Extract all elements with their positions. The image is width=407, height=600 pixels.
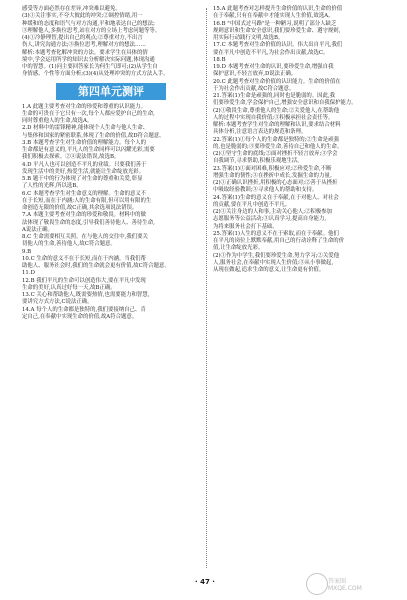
text-line: 21.答案(1)生命是顽强的,同时也是脆弱的。因此,我 [213,93,336,99]
text-line: 人的过程中实现自我价值;③积极承担社会责任等。 [213,114,334,121]
text-line: 25.答案(1)人生的意义不在于索取,而在于奉献。他们 [213,230,339,237]
text-line: 13.C 关心和帮助他人,既需要热情,也需要能力和智慧, [22,292,150,298]
text-line: ③理解他人,多换位思考,站在对方的立场上考虑问题等等。 [22,27,161,34]
text-line: 24.答案(1)生命的意义在于奉献,在于对他人、对社会 [213,194,339,201]
section-title: 第四单元测评 [56,83,166,100]
text-line: 境中,学会运用所学的知识去分析解决实际问题,体现沟通 [22,56,155,63]
text-line: 生命都是有意义的,平凡人的生命同样可以闪耀光彩,需要 [22,147,155,153]
text-line: 感受等方面必然存在差异,冲突难以避免。 [22,6,121,12]
text-line: 中的智慧。(1)问主要回答家长为何生气即可;(2)从学生自 [22,64,158,70]
text-line: 15.A 此题考查对怎样提升生命价值的认识,生命的价值 [213,6,343,12]
text-line: 10.C 生命的意义不在于长短,而在于内涵。当我们帮 [22,255,146,262]
text-line: 的贡献,要在平凡中创造不平凡。 [213,201,291,208]
text-line: 3.B 本题考查学生对生命价值的理解能力。每个人的 [22,139,147,146]
text-line: (2)①作为中学生,我们要珍爱生命,努力学习;②关爱他 [213,252,340,259]
text-line: 定自己,在奉献中实现生命的价值,故A符合题意。 [22,313,138,320]
text-line: 伤人,讲究沟通方法;③换位思考,理解对方的想法…… [22,42,146,49]
text-line: 自我调节,寻求帮助,积极乐观地生活。 [213,158,303,165]
text-line: 同时尊重他人的生命,故选A。 [22,118,93,124]
text-line: 为将来服务社会打下基础。 [213,223,278,230]
text-line: 1.A 此题主要考查对生命的珍爱和尊重的认识能力。 [22,103,146,110]
text-line: 我们积极去探索。②④说法错误,故选B。 [22,154,120,161]
text-line: 了人性的光辉,所以选B。 [22,183,82,190]
text-line: 人,服务社会,在奉献中实现人生价值;③从小事做起, [213,259,334,266]
watermark-line: MXQE.COM [328,585,362,592]
text-line: 与集体和国家的紧密联系,体现了生命的价值,故D符合题意。 [22,132,165,139]
text-line: 22.答案(1)①每个人的生命都是独特的;②生命是顽强 [213,136,339,143]
text-line: 志愿服务等公益活动;③认真学习,提高自身能力, [213,216,327,223]
text-line: (3)①关注事实,不夸大彼此的冲突;②调控情绪,用一 [22,13,143,20]
watermark-line: 答案圈 [328,578,347,585]
text-line: A说法正确。 [22,226,53,233]
text-line: 20.C 此题考查对生命价值的认识能力。生命的价值在 [213,78,341,85]
text-line: 用实际行动践行文明,故选B。 [213,35,284,41]
text-line: 从现在做起,追求生命的意义,让生命更有价值。 [213,267,325,273]
text-line: 18.B [213,56,226,63]
text-line: 要在平凡中创造不平凡,为社会作出贡献,故选C。 [213,49,329,56]
text-line: 23.答案(1)①面对困难,积极应对;②珍爱生命,不断 [213,165,332,172]
page-number: · 47 · [195,578,215,586]
text-line: 的,也是脆弱的;③要珍爱生命,善待自己和他人的生命。 [213,143,343,150]
text-line: 命创造无限的价值,故C正确,其余选项说法错误。 [22,205,138,211]
right-column [213,6,389,274]
text-line: 9.B [22,248,32,255]
text-line: 6.C 本题考查学生对生命意义的理解。生命的意义不 [22,190,147,197]
text-line: 14.A 每个人的生命都是独特的,我们要接纳自己、肯 [22,306,146,313]
text-line: 们要珍爱生命,学会保护自己,增强安全意识和自我保护能力。 [213,100,357,107]
left-column [22,6,200,321]
text-line: 值,让生命绽放光彩。 [213,245,264,252]
text-line: 规则意识和生命安全意识,我们要珍爱生命、遵守规则, [213,27,341,34]
text-line: (2)①正确认识挫折,用积极的心态面对;②善于从挫折 [213,180,338,186]
text-line: (2)①坚守生命的底线;②面对挫折不轻言放弃;③学会 [213,151,338,157]
text-line: 2.D 材料中的雷锋精神,能体现个人生命与他人生命、 [22,125,149,132]
text-line: 切他人的生命,善待他人,故C符合题意。 [22,241,116,248]
text-line: 17.C 本题考查对生命价值的认识。伟大出自平凡,我们 [213,42,343,49]
text-line: (4)①冷静理智,提出自己的观点;②尊重对方,不出言 [22,35,143,41]
watermark [328,578,362,592]
text-line: 在于奉献,只有在奉献中才能实现人生价值,故选A。 [213,13,334,20]
text-line: 解析:本题考查学生对生命的理解和认识,要求结合材料 [213,122,341,128]
text-line: 助他人、服务社会时,我们的生命就会更有价值,故C符合题意。 [22,263,170,269]
text-line: 生命的美好,认真过好每一天,故B正确。 [22,284,116,291]
text-line: 4.D 平凡人也可以创造不平凡的业绩。只要我们善于 [22,161,147,168]
text-line: 中吸取经验教训;③寻求他人的帮助和支持。 [213,187,318,194]
text-line: (2)①敬畏生命,尊重他人的生命;②关爱他人,在帮助他 [213,107,340,114]
text-line: 于为社会作出贡献,故C符合题意。 [213,85,295,92]
text-line: 在于长短,而在于内涵;人的生命有限,但可以用有限的生 [22,197,152,204]
text-line: 解析:本题考查化解冲突的方法。要求学生在具体的情 [22,49,148,56]
text-line: 增强生命的韧性;③在挫折中成长,发掘生命的力量。 [213,172,336,179]
text-line: 身情感、个性等方面分析;(3)(4)从处理冲突的方式方法入手。 [22,71,169,78]
text-line: 16.B "中国式过马路"是一种陋习,说明了部分人缺乏 [213,20,337,27]
text-line: 要讲究方式方法,C说法正确。 [22,299,93,306]
text-line: 发现生活中的美好,热爱生活,就能让生命绽放光彩。 [22,168,145,175]
text-line: 12.B 我们平凡的生命可以创造伟大,要在平凡中发现 [22,277,146,284]
text-line: 具体分析,注意语言表达的规范和条理。 [213,129,307,136]
text-line: 生命的可贵在于它只有一次,每个人都应爱护自己的生命, [22,110,155,117]
text-line: 保护意识,不轻言放弃,D说法正确。 [213,71,297,78]
text-line: 法体现了敬畏生命的态度,引导我们善待他人、善待生命, [22,219,155,226]
text-line: 7.A 本题主要考查对生命的珍爱和敬畏。材料中的做 [22,212,146,219]
text-line: 在平凡的岗位上默默奉献,用自己的行动诠释了生命的价 [213,238,345,244]
text-line: 19.D 本题考查对生命的认识,要珍爱生命,增强自我 [213,64,334,70]
column-divider [206,8,207,568]
text-line: 11.D [22,270,35,277]
watermark-seal-icon [306,573,328,595]
text-line: 8.C 生命需要相互关照。在与他人的交往中,我们要关 [22,234,148,240]
text-line: 种缓和的态度和语气与对方沟通,平和地表达自己的想法; [22,20,155,27]
text-line: 5.B 题干中的行为体现了对生命的尊重和关爱,彰显 [22,176,143,182]
text-line: (2)①关注身边的人和事,主动关心他人;②积极参加 [213,209,332,215]
